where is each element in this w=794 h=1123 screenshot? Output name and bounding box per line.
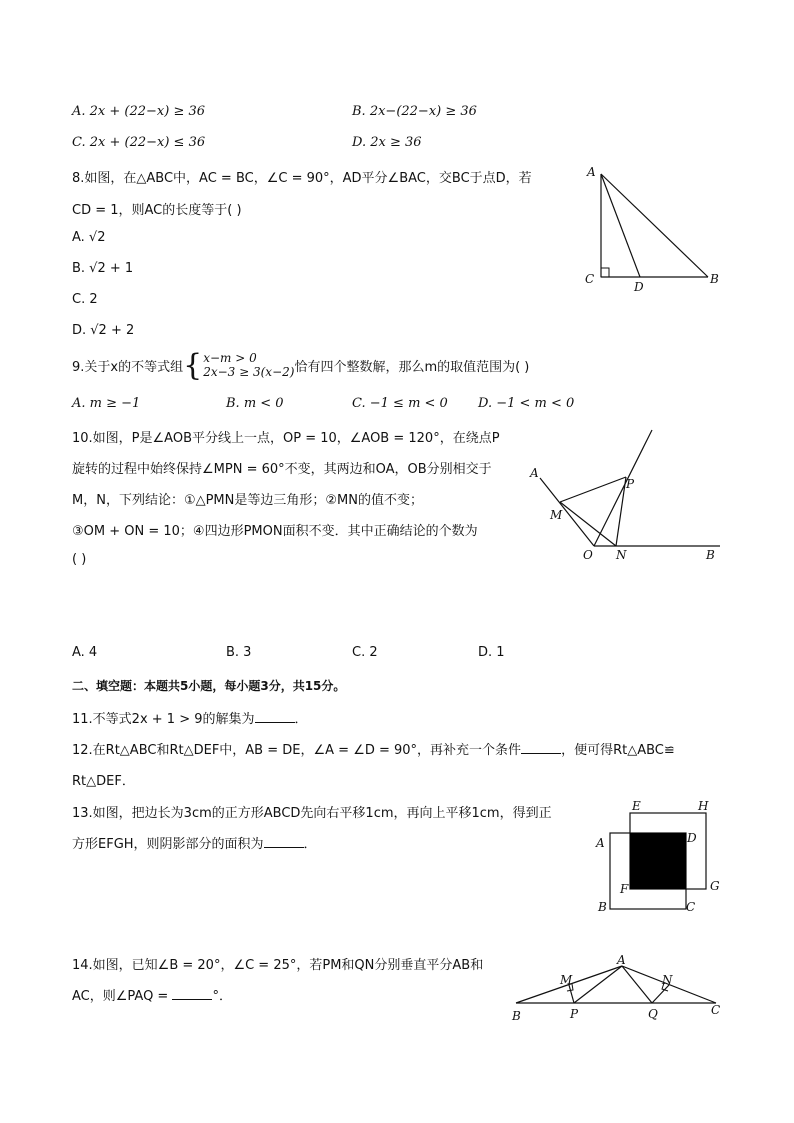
q8-label-b: B [710, 272, 719, 286]
q10-label-p: P [626, 477, 635, 491]
q13-label-f: F [620, 882, 629, 896]
q8-text-line1: 8.如图，在△ABC中，AC = BC，∠C = 90°，AD平分∠BAC，交BC于点D，若 [72, 171, 532, 186]
q13-label-c: C [686, 900, 696, 914]
answer-blank[interactable] [521, 741, 561, 754]
q8-label-a: A [587, 165, 596, 179]
q9-option-a: A. m ≥ −1 [72, 396, 141, 411]
q14-label-n: N [662, 973, 673, 987]
q14-line2 [72, 985, 232, 1004]
q14-label-c: C [711, 1003, 721, 1017]
q12-text: 12.在Rt△ABC和Rt△DEF中，AB = DE，∠A = ∠D = 90°，再补充一个条件 [72, 743, 522, 758]
q11-end: ． [294, 712, 308, 727]
q10-text-line1: 10.如图，P是∠AOB平分线上一点，OP = 10，∠AOB = 120°，在绕点P [72, 431, 500, 446]
q9-eq2: 2x−3 ≥ 3(x−2) [203, 365, 295, 379]
q10-label-m: M [550, 508, 563, 522]
q14-label-a: A [617, 953, 626, 967]
q9-eq1: x−m > 0 [203, 351, 257, 365]
q10-label-a: A [530, 466, 539, 480]
q14-label-p: P [570, 1007, 579, 1021]
answer-blank[interactable] [172, 987, 212, 1000]
q8-text-line2: CD = 1，则AC的长度等于( ) [72, 203, 242, 218]
answer-blank[interactable] [264, 835, 304, 848]
q10-text-line4: ③OM + ON = 10；④四边形PMON面积不变．其中正确结论的个数为 [72, 524, 478, 539]
q8-label-c: C [585, 272, 595, 286]
q12-line2: Rt△DEF． [72, 774, 135, 789]
q13-end: ． [303, 837, 317, 852]
q10-label-o: O [583, 548, 593, 562]
q8-triangle-figure [580, 160, 730, 300]
q9-option-d: D. −1 < m < 0 [478, 396, 575, 411]
q8-option-a: A. √2 [72, 230, 106, 245]
q13-label-h: H [698, 799, 709, 813]
q13-label-a: A [596, 836, 605, 850]
q12-line1 [72, 739, 675, 758]
q13-text-line1: 13.如图，把边长为3cm的正方形ABCD先向右平移1cm，再向上平移1cm，得到正 [72, 806, 552, 821]
q8-option-c: C. 2 [72, 292, 98, 307]
q7-option-d: D. 2x ≥ 36 [352, 135, 422, 150]
q10-option-c: C. 2 [352, 645, 378, 660]
q10-angle-figure [520, 425, 730, 565]
q13-line2 [72, 833, 317, 852]
q10-text-line3: M，N，下列结论：①△PMN是等边三角形；②MN的值不变； [72, 493, 423, 508]
answer-blank[interactable] [255, 710, 295, 723]
q14-text-line1: 14.如图，已知∠B = 20°，∠C = 25°，若PM和QN分别垂直平分AB和 [72, 958, 484, 973]
q10-option-a: A. 4 [72, 645, 98, 660]
q10-label-n: N [616, 548, 627, 562]
q9-prefix: 9.关于x的不等式组 [72, 359, 184, 375]
q14-label-b: B [512, 1009, 521, 1023]
q10-text-line5: ( ) [72, 552, 87, 567]
q8-option-b: B. √2 + 1 [72, 261, 134, 276]
q10-text-line2: 旋转的过程中始终保持∠MPN = 60°不变，其两边和OA，OB分别相交于 [72, 462, 492, 477]
q9-option-c: C. −1 ≤ m < 0 [352, 396, 448, 411]
section-heading: 二、填空题：本题共5小题，每小题3分，共15分。 [72, 679, 346, 693]
q14-end: °． [212, 989, 232, 1004]
q14-text-line2: AC，则∠PAQ = [72, 989, 173, 1004]
brace-symbol: { [183, 347, 203, 383]
q7-option-b: B. 2x−(22−x) ≥ 36 [352, 104, 477, 119]
q13-label-g: G [710, 879, 720, 893]
q10-option-d: D. 1 [478, 645, 505, 660]
q9-suffix: 恰有四个整数解，那么m的取值范围为( ) [294, 359, 530, 375]
q10-option-b: B. 3 [226, 645, 252, 660]
q9-option-b: B. m < 0 [226, 396, 284, 411]
q14-triangle-figure [510, 950, 740, 1030]
q7-option-a: A. 2x + (22−x) ≥ 36 [72, 104, 206, 119]
q9-system [203, 351, 294, 379]
q11-text: 11.不等式2x + 1 > 9的解集为 [72, 712, 255, 727]
q9-stem [72, 347, 529, 383]
q13-label-d: D [687, 831, 697, 845]
q10-label-b: B [706, 548, 715, 562]
q11-stem [72, 708, 308, 727]
q13-label-e: E [632, 799, 641, 813]
q13-label-b: B [598, 900, 607, 914]
q12-text-b: ，便可得Rt△ABC≌ [561, 743, 675, 758]
q14-label-q: Q [648, 1007, 658, 1021]
q14-label-m: M [560, 973, 573, 987]
q8-label-d: D [634, 280, 644, 294]
q8-option-d: D. √2 + 2 [72, 323, 135, 338]
q13-squares-figure [590, 795, 730, 920]
q7-option-c: C. 2x + (22−x) ≤ 36 [72, 135, 206, 150]
q13-text-line2: 方形EFGH，则阴影部分的面积为 [72, 837, 264, 852]
